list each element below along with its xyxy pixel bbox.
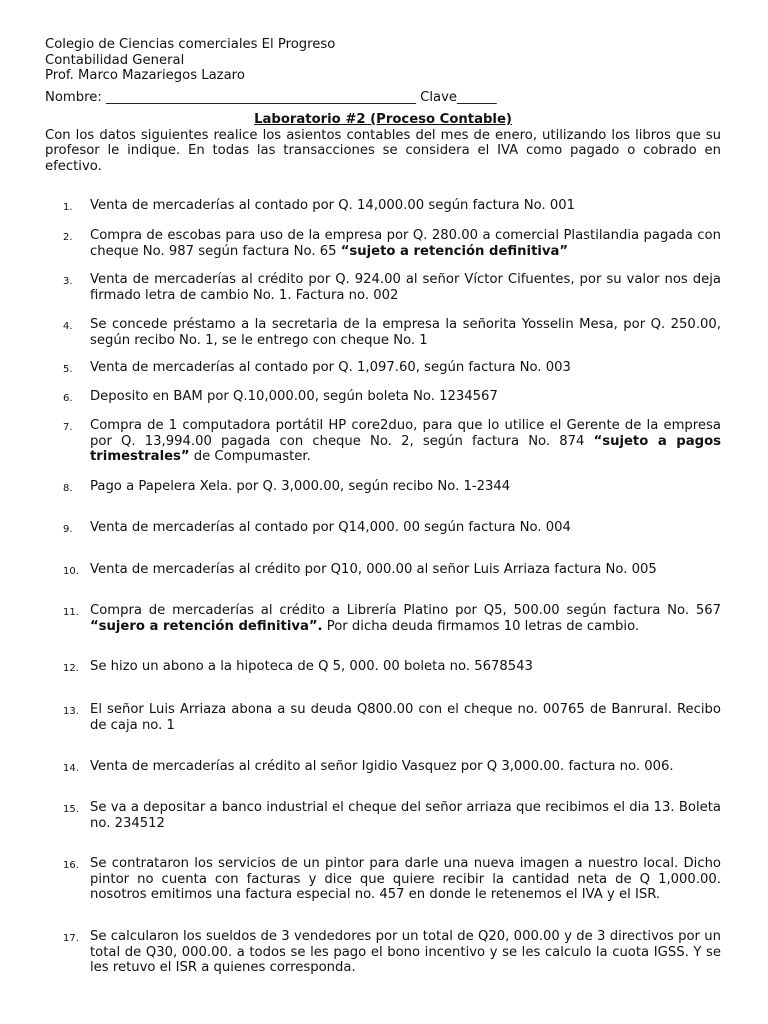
- item-number: 5.: [63, 364, 73, 375]
- item-text: Se contrataron los servicios de un pintor para darle una nueva imagen a nuestro local. Dicho pintor no cuenta con facturas y dice que quiere recibir la cantidad neta de Q 1,000.00. nosotros emitimos una factura especial no. 457 en donde le retenemos el IVA y el ISR.: [90, 856, 721, 902]
- item-number: 8.: [63, 483, 73, 494]
- item-text: Venta de mercaderías al crédito por Q. 924.00 al señor Víctor Cifuentes, por su valor nos deja firmado letra de cambio No. 1. Factura no. 002: [90, 272, 721, 303]
- item-number: 7.: [63, 422, 73, 433]
- item-text: Compra de mercaderías al crédito a Librería Platino por Q5, 500.00 según factura No. 567 “sujero a retención definitiva”. Por dicha deuda firmamos 10 letras de cambio.: [90, 603, 721, 634]
- school-name: Colegio de Ciencias comerciales El Progreso: [45, 37, 336, 52]
- item-number: 12.: [63, 663, 79, 674]
- item-text: Compra de escobas para uso de la empresa por Q. 280.00 a comercial Plastilandia pagada con cheque No. 987 según factura No. 65 “sujeto a retención definitiva”: [90, 228, 721, 259]
- item-text: El señor Luis Arriaza abona a su deuda Q800.00 con el cheque no. 00765 de Banrural. Recibo de caja no. 1: [90, 702, 721, 733]
- document-header: [45, 37, 721, 84]
- item-text: Pago a Papelera Xela. por Q. 3,000.00, según recibo No. 1-2344: [90, 479, 511, 494]
- item-text: Se concede préstamo a la secretaria de la empresa la señorita Yosselin Mesa, por Q. 250.00, según recibo No. 1, se le entrego con cheque No. 1: [90, 317, 721, 348]
- item-text: Compra de 1 computadora portátil HP core2duo, para que lo utilice el Gerente de la empresa por Q. 13,994.00 pagada con cheque No. 2, según factura No. 874 “sujeto a pagos trimestrales” de Compumaster.: [90, 418, 721, 464]
- teacher-name: Prof. Marco Mazariegos Lazaro: [45, 68, 245, 83]
- lab-title: Laboratorio #2 (Proceso Contable): [254, 112, 512, 127]
- item-number: 15.: [63, 804, 79, 815]
- item-text: Deposito en BAM por Q.10,000.00, según boleta No. 1234567: [90, 389, 498, 404]
- item-text: Venta de mercaderías al contado por Q14,000. 00 según factura No. 004: [90, 520, 571, 535]
- item-text: Venta de mercaderías al crédito al señor Igidio Vasquez por Q 3,000.00. factura no. 006.: [90, 759, 674, 774]
- item-number: 10.: [63, 566, 79, 577]
- item-text: Se calcularon los sueldos de 3 vendedores por un total de Q20, 000.00 y de 3 directivos por un total de Q30, 000.00. a todos se les pago el bono incentivo y se les calculo la cuota IGSS. Y se les retuvo el ISR a quienes corresponda.: [90, 929, 721, 975]
- item-text: Venta de mercaderías al crédito por Q10, 000.00 al señor Luis Arriaza factura No. 005: [90, 562, 657, 577]
- item-number: 1.: [63, 202, 73, 213]
- name-line: Nombre: _______________________________________________ Clave______: [45, 89, 497, 105]
- item-number: 6.: [63, 393, 73, 404]
- document-page: [45, 37, 721, 174]
- item-text: Venta de mercaderías al contado por Q. 1,097.60, según factura No. 003: [90, 360, 571, 375]
- item-number: 11.: [63, 607, 79, 618]
- item-number: 9.: [63, 524, 73, 535]
- item-number: 2.: [63, 232, 73, 243]
- course-name: Contabilidad General: [45, 52, 185, 68]
- item-number: 17.: [63, 933, 79, 944]
- item-text: Se hizo un abono a la hipoteca de Q 5, 000. 00 boleta no. 5678543: [90, 659, 533, 674]
- item-number: 14.: [63, 763, 79, 774]
- item-number: 4.: [63, 321, 73, 332]
- item-number: 13.: [63, 706, 79, 717]
- item-text: Se va a depositar a banco industrial el cheque del señor arriaza que recibimos el dia 13. Boleta no. 234512: [90, 800, 721, 831]
- item-number: 16.: [63, 860, 79, 871]
- item-number: 3.: [63, 276, 73, 287]
- item-text: Venta de mercaderías al contado por Q. 14,000.00 según factura No. 001: [90, 198, 576, 213]
- instructions: Con los datos siguientes realice los asientos contables del mes de enero, utilizando los libros que su profesor le indique. En todas las transacciones se considera el IVA como pagado o cobrado en efectivo.: [45, 127, 721, 174]
